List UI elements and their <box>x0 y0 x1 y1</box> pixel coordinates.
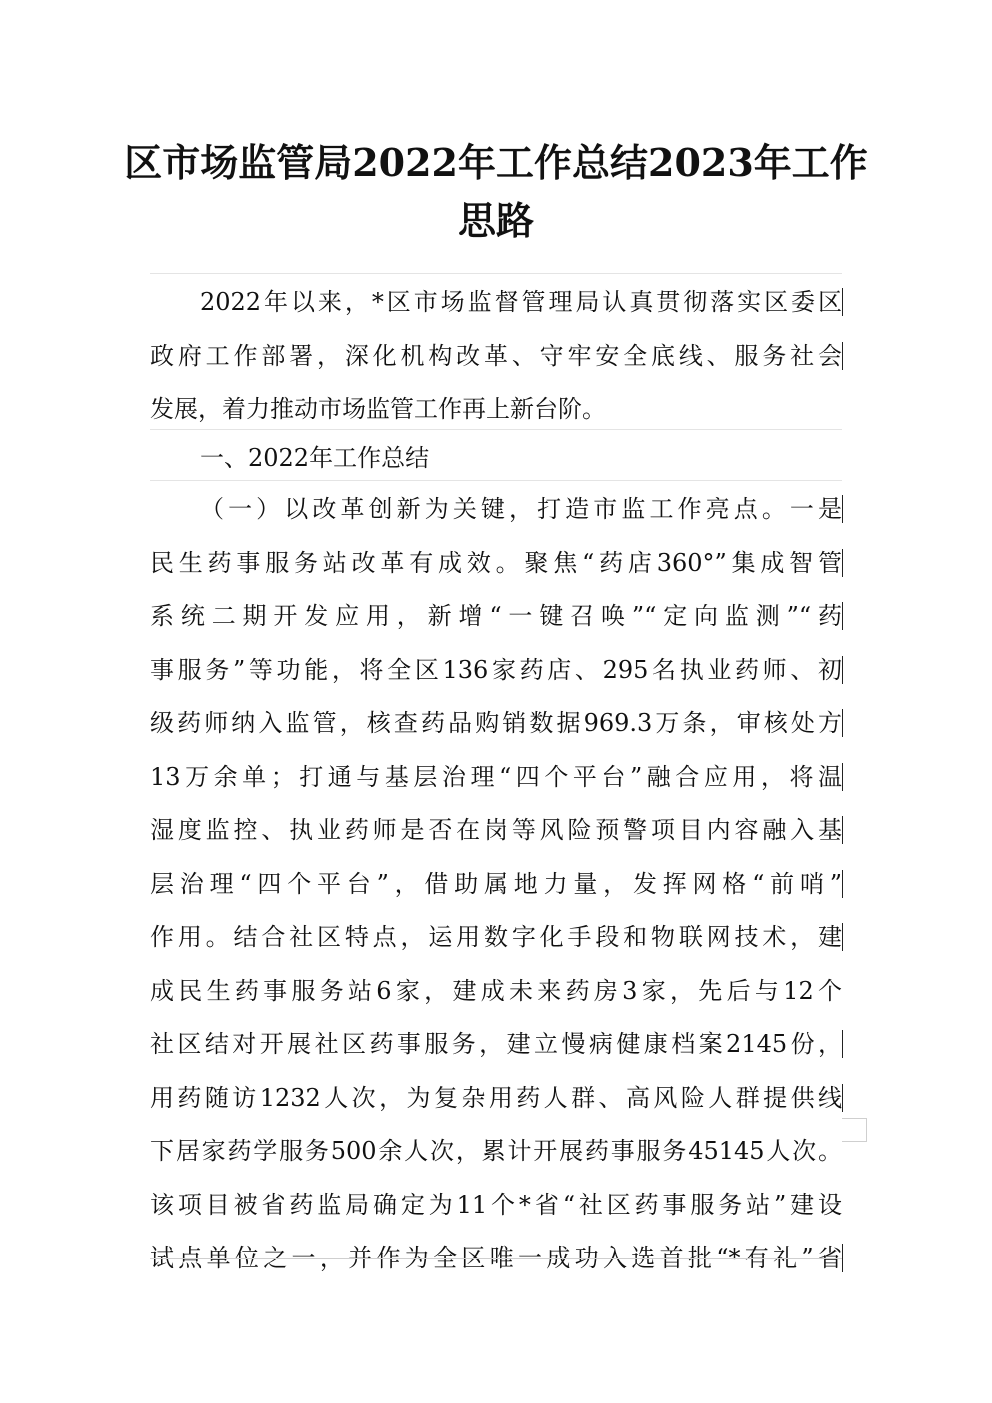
paragraph-divider <box>150 273 842 274</box>
body-line: 社区结对开展社区药事服务，建立慢病健康档案2145份， <box>150 1030 842 1058</box>
line-end-mark <box>842 709 843 737</box>
line-end-mark <box>842 763 843 791</box>
line-end-mark <box>842 923 843 951</box>
body-line: 下居家药学服务500余人次，累计开展药事服务45145人次。 <box>150 1137 842 1165</box>
page-bottom-divider <box>150 1258 842 1259</box>
text-overflow-box <box>842 1118 867 1142</box>
body-line: 湿度监控、执业药师是否在岗等风险预警项目内容融入基 <box>150 816 842 844</box>
body-line: 13万余单；打通与基层治理“四个平台”融合应用，将温 <box>150 763 842 791</box>
body-line: 试点单位之一，并作为全区唯一成功入选首批“*有礼”省 <box>150 1244 842 1272</box>
paragraph-divider <box>150 480 842 481</box>
intro-line: 发展，着力推动市场监管工作再上新台阶。 <box>150 395 606 423</box>
intro-line: 政府工作部署，深化机构改革、守牢安全底线、服务社会 <box>150 342 842 370</box>
line-end-mark <box>842 656 843 684</box>
line-end-mark <box>842 1244 843 1272</box>
body-line: （一）以改革创新为关键，打造市监工作亮点。一是 <box>200 495 842 523</box>
body-line: 成民生药事服务站6家，建成未来药房3家，先后与12个 <box>150 977 842 1005</box>
line-end-mark <box>842 870 843 898</box>
body-line: 级药师纳入监管，核查药品购销数据969.3万条，审核处方 <box>150 709 842 737</box>
line-end-mark <box>842 1030 843 1058</box>
document-title-line-1: 区市场监管局2022年工作总结2023年工作 <box>124 140 868 185</box>
line-end-mark <box>842 816 843 844</box>
line-end-mark <box>842 342 843 370</box>
line-end-mark <box>842 288 843 316</box>
body-line: 作用。结合社区特点，运用数字化手段和物联网技术，建 <box>150 923 842 951</box>
line-end-mark <box>842 495 843 523</box>
body-line: 民生药事服务站改革有成效。聚焦“药店360°”集成智管 <box>150 549 842 577</box>
line-end-mark <box>842 602 843 630</box>
body-line: 系统二期开发应用，新增“一键召唤”“定向监测”“药 <box>150 602 842 630</box>
body-line: 该项目被省药监局确定为11个*省“社区药事服务站”建设 <box>150 1191 842 1219</box>
body-line: 用药随访1232人次，为复杂用药人群、高风险人群提供线 <box>150 1084 842 1112</box>
section-heading: 一、2022年工作总结 <box>200 444 430 472</box>
body-line: 层治理“四个平台”，借助属地力量，发挥网格“前哨” <box>150 870 842 898</box>
document-title-line-2: 思路 <box>457 198 534 243</box>
line-end-mark <box>842 549 843 577</box>
intro-line: 2022年以来，*区市场监督管理局认真贯彻落实区委区 <box>200 288 842 316</box>
body-line: 事服务”等功能，将全区136家药店、295名执业药师、初 <box>150 656 842 684</box>
line-end-mark <box>842 1084 843 1112</box>
paragraph-divider <box>150 429 842 430</box>
